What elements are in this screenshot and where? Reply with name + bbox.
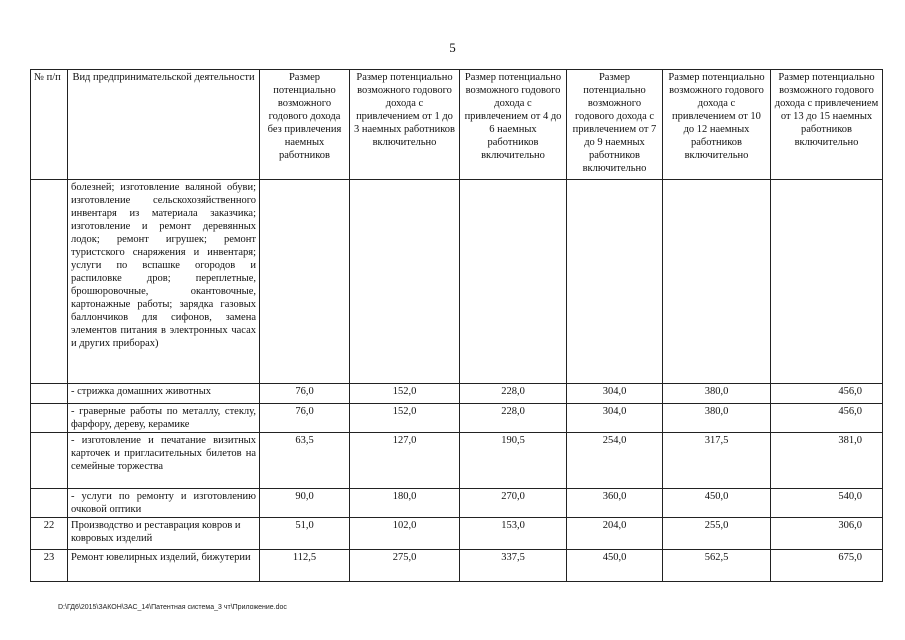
value-cell: 76,0 <box>260 404 350 433</box>
value-cell <box>567 180 663 384</box>
value-cell: 304,0 <box>567 404 663 433</box>
table-row <box>31 489 883 518</box>
value-cell: 275,0 <box>350 550 460 582</box>
value-cell: 190,5 <box>460 433 567 489</box>
value-cell: 112,5 <box>260 550 350 582</box>
value-cell: 562,5 <box>663 550 771 582</box>
row-number <box>31 489 68 518</box>
table-row <box>31 518 883 550</box>
row-number <box>31 404 68 433</box>
value-cell: 90,0 <box>260 489 350 518</box>
header-cell-4-6-workers: Размер потенциально возможного годового дохода с привлечением от 4 до 6 наемных работников включительно <box>460 70 567 180</box>
table-row <box>31 384 883 404</box>
value-cell: 317,5 <box>663 433 771 489</box>
value-cell: 76,0 <box>260 384 350 404</box>
activity-description: - граверные работы по металлу, стеклу, фарфору, дереву, керамике <box>68 404 260 433</box>
value-cell: 153,0 <box>460 518 567 550</box>
value-cell: 102,0 <box>350 518 460 550</box>
value-cell: 456,0 <box>771 384 883 404</box>
value-cell: 304,0 <box>567 384 663 404</box>
header-cell-10-12-workers: Размер потенциально возможного годового дохода с привлечением от 10 до 12 наемных работников включительно <box>663 70 771 180</box>
activity-description: Производство и реставрация ковров и ковровых изделий <box>68 518 260 550</box>
header-cell-no-workers: Размер потенциально возможного годового дохода без привлечения наемных работников <box>260 70 350 180</box>
value-cell <box>663 180 771 384</box>
row-number: 23 <box>31 550 68 582</box>
footer-file-path: D:\ГД6\2015\ЗАКОН\ЗАС_14\Патентная система_3 чт\Приложение.doc <box>58 604 287 611</box>
value-cell: 306,0 <box>771 518 883 550</box>
value-cell: 675,0 <box>771 550 883 582</box>
activity-description: - стрижка домашних животных <box>68 384 260 404</box>
table-row <box>31 404 883 433</box>
header-cell-activity: Вид предпринимательской деятельности <box>68 70 260 180</box>
value-cell: 63,5 <box>260 433 350 489</box>
value-cell: 228,0 <box>460 404 567 433</box>
table-row <box>31 550 883 582</box>
value-cell: 254,0 <box>567 433 663 489</box>
header-cell-1-3-workers: Размер потенциально возможного годового дохода с привлечением от 1 до 3 наемных работников включительно <box>350 70 460 180</box>
value-cell: 51,0 <box>260 518 350 550</box>
value-cell <box>350 180 460 384</box>
value-cell: 456,0 <box>771 404 883 433</box>
value-cell: 270,0 <box>460 489 567 518</box>
value-cell: 381,0 <box>771 433 883 489</box>
activity-description: Ремонт ювелирных изделий, бижутерии <box>68 550 260 582</box>
value-cell: 360,0 <box>567 489 663 518</box>
value-cell: 152,0 <box>350 384 460 404</box>
row-number <box>31 384 68 404</box>
value-cell: 228,0 <box>460 384 567 404</box>
row-number <box>31 433 68 489</box>
value-cell: 127,0 <box>350 433 460 489</box>
value-cell: 540,0 <box>771 489 883 518</box>
value-cell <box>260 180 350 384</box>
value-cell: 180,0 <box>350 489 460 518</box>
header-cell-number: № п/п <box>31 70 68 180</box>
value-cell: 380,0 <box>663 384 771 404</box>
row-number <box>31 180 68 384</box>
header-cell-13-15-workers: Размер потенциально возможного годового дохода с привлечением от 13 до 15 наемных работников включительно <box>771 70 883 180</box>
table-header-row <box>31 70 883 180</box>
value-cell: 255,0 <box>663 518 771 550</box>
value-cell <box>460 180 567 384</box>
activity-description: болезней; изготовление валяной обуви; изготовление сельскохозяйственного инвентаря из материала заказчика; изготовление и ремонт деревянных лодок; ремонт игрушек; ремонт туристского снаряжения и инвентаря; услуги по вспашке огородов и распиловке дров; переплетные, брошюровочные, окантовочные, картонажные работы; зарядка газовых баллончиков для сифонов, замена элементов питания в электронных часах и других приборах) <box>68 180 260 384</box>
value-cell <box>771 180 883 384</box>
table-row <box>31 433 883 489</box>
table-row <box>31 180 883 384</box>
value-cell: 152,0 <box>350 404 460 433</box>
value-cell: 380,0 <box>663 404 771 433</box>
row-number: 22 <box>31 518 68 550</box>
page-number: 5 <box>449 40 456 55</box>
value-cell: 337,5 <box>460 550 567 582</box>
activity-description: - услуги по ремонту и изготовлению очковой оптики <box>68 489 260 518</box>
value-cell: 204,0 <box>567 518 663 550</box>
income-table <box>30 69 883 582</box>
value-cell: 450,0 <box>567 550 663 582</box>
header-cell-7-9-workers: Размер потенциально возможного годового дохода с привлечением от 7 до 9 наемных работников включительно <box>567 70 663 180</box>
value-cell: 450,0 <box>663 489 771 518</box>
activity-description: - изготовление и печатание визитных карточек и пригласительных билетов на семейные торжества <box>68 433 260 489</box>
